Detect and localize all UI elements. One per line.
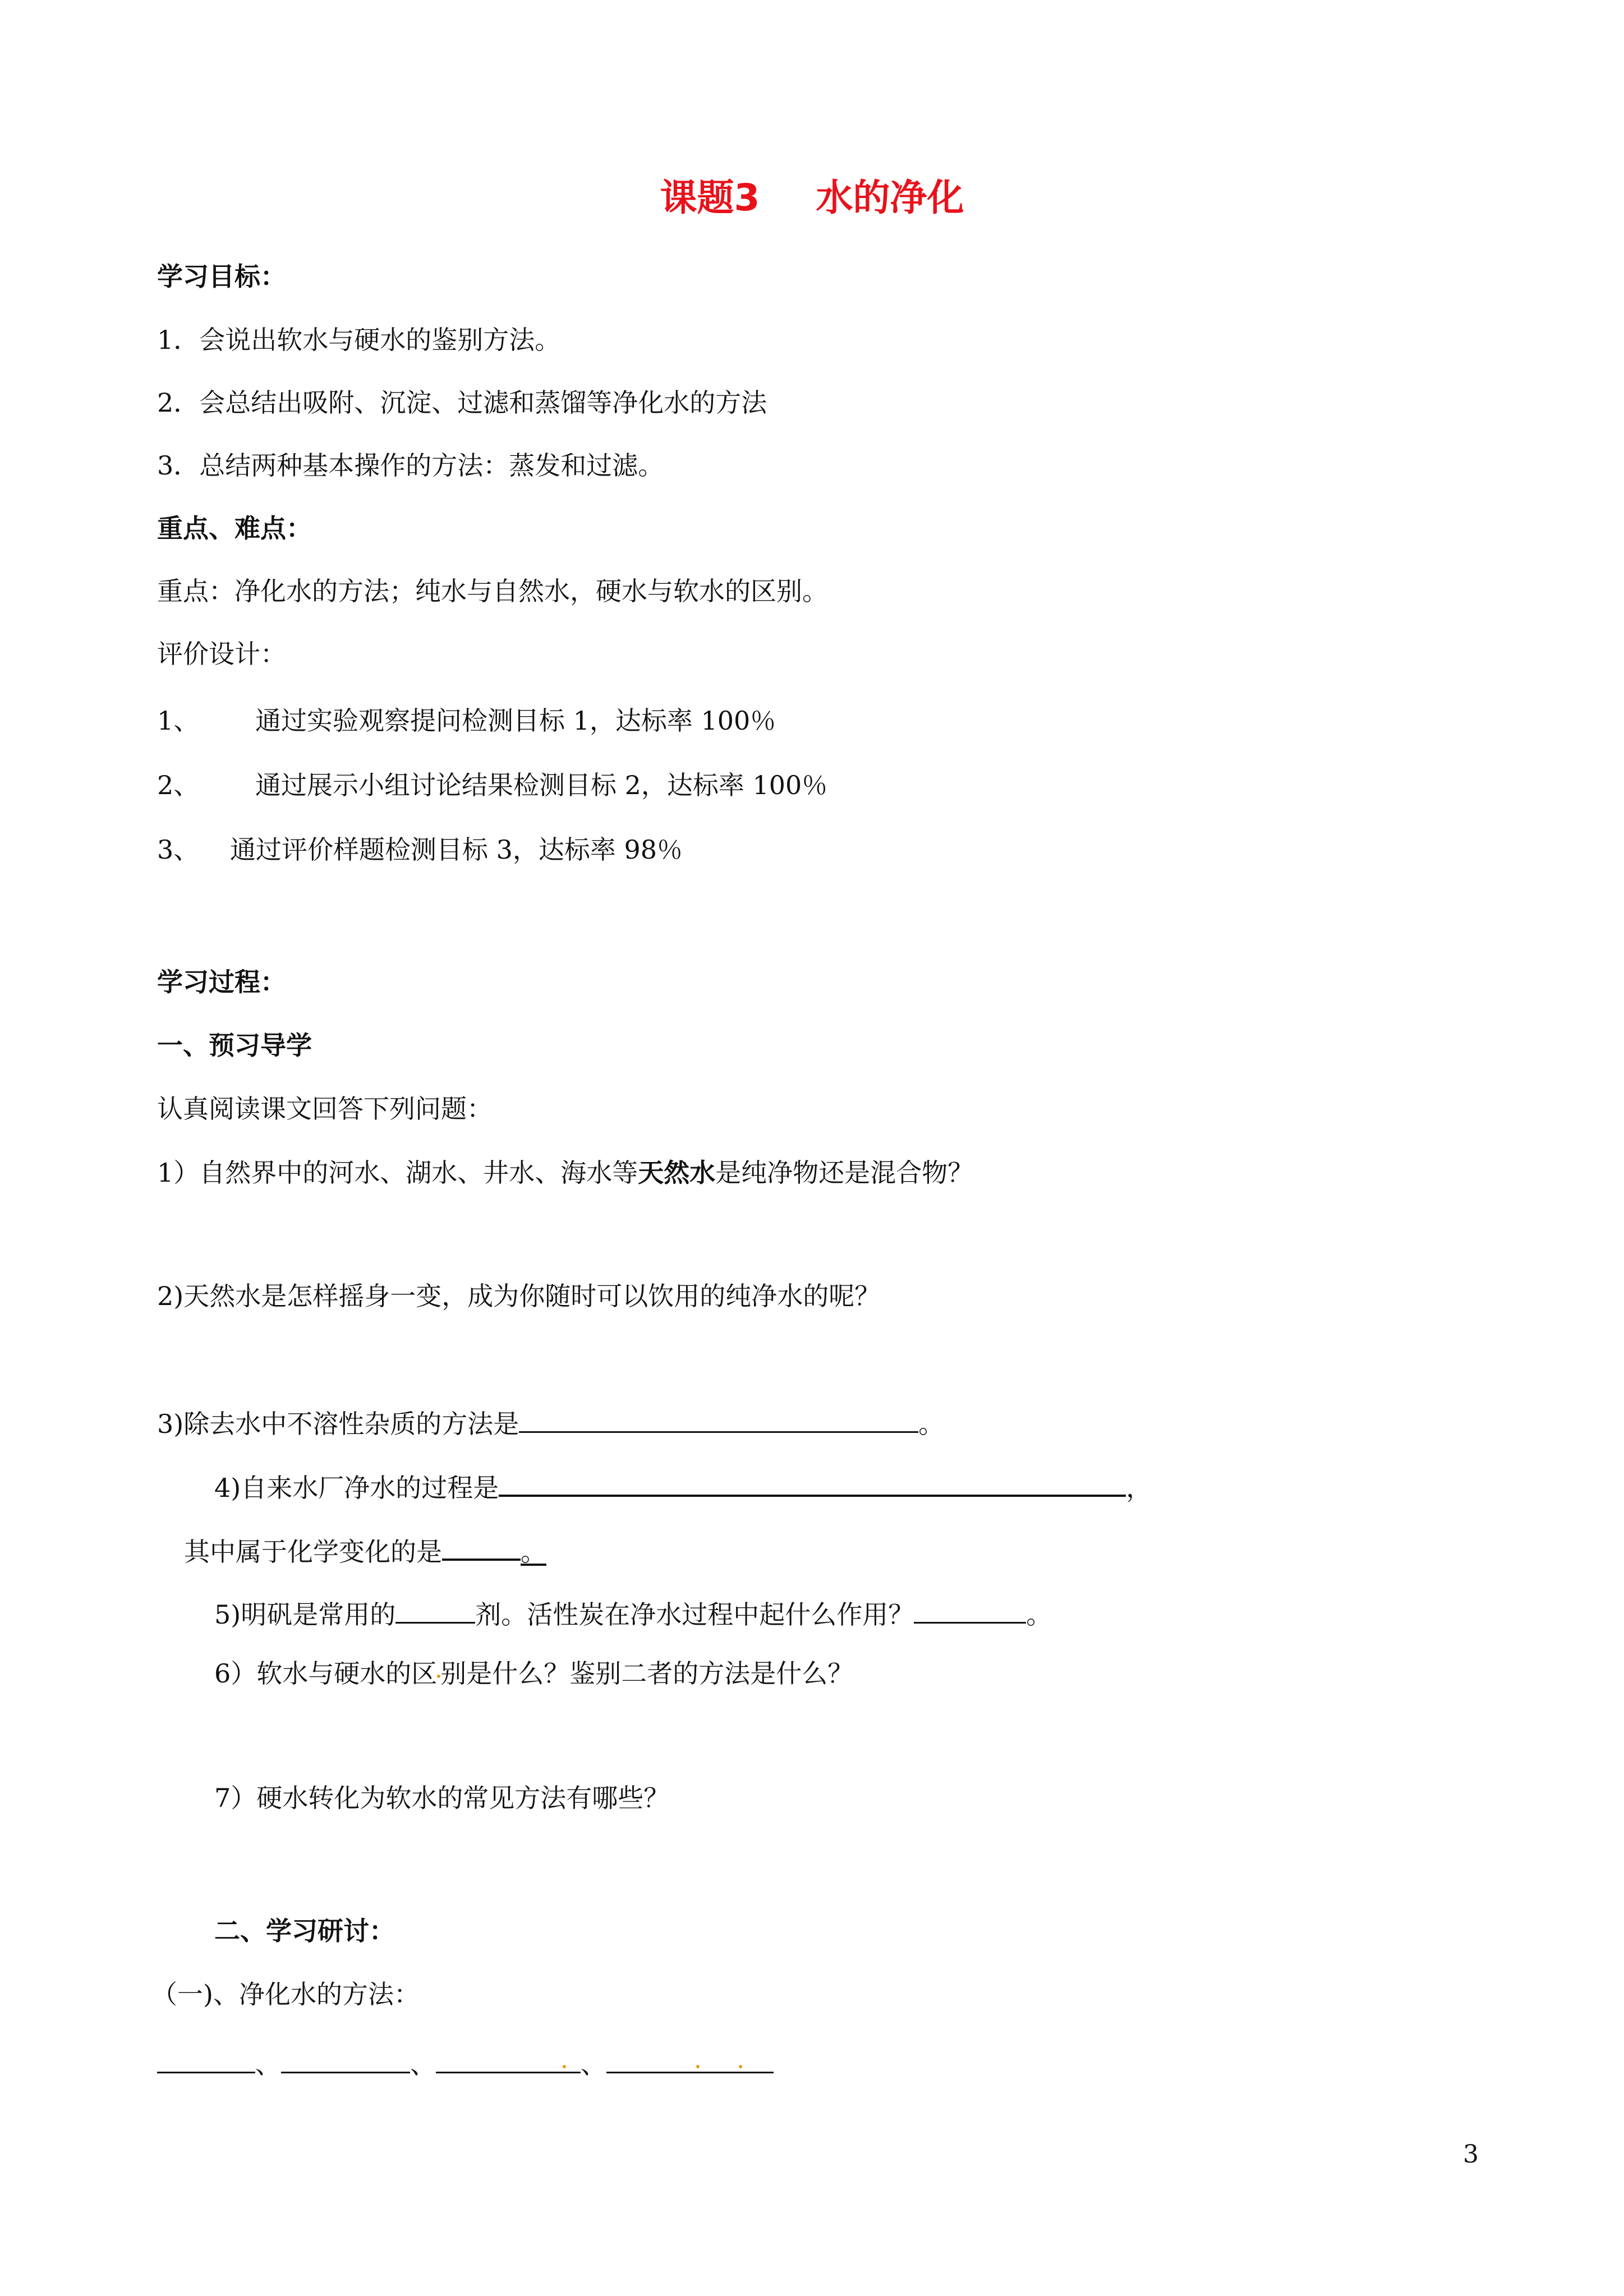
separator: 、 — [581, 2049, 606, 2080]
answer-blank-4b[interactable] — [442, 1529, 521, 1561]
section2-subheading: （一)、净化水的方法： — [151, 1979, 420, 2009]
method-blank-2[interactable] — [281, 2043, 410, 2073]
method-blank-3[interactable] — [436, 2043, 581, 2073]
question-5-end: 。 — [1026, 1599, 1052, 1630]
page-title — [0, 173, 1624, 223]
orange-mark — [696, 2065, 700, 2068]
question-4-end: ， — [1126, 1473, 1152, 1503]
section1-intro: 认真阅读课文回答下列问题： — [157, 1094, 493, 1124]
question-4b — [184, 1529, 546, 1569]
question-3 — [157, 1402, 944, 1441]
method-blank-4[interactable] — [606, 2043, 774, 2073]
question-6-text: 6）软水与硬水的区 — [214, 1658, 438, 1689]
answer-blank-4[interactable] — [499, 1465, 1126, 1497]
evaluation-item-1 — [157, 703, 776, 738]
evaluation-item-number: 2、 — [157, 770, 200, 800]
question-2: 2)天然水是怎样摇身一变，成为你随时可以饮用的纯净水的呢？ — [157, 1281, 881, 1311]
evaluation-item-3 — [157, 832, 683, 867]
question-4b-text: 其中属于化学变化的是 — [184, 1537, 442, 1567]
question-4b-end: 。 — [521, 1534, 546, 1566]
process-heading: 学习过程： — [157, 967, 286, 997]
evaluation-heading: 评价设计： — [157, 639, 286, 669]
title-topic: 水的净化 — [816, 176, 964, 219]
evaluation-item-number: 1、 — [157, 706, 200, 736]
title-lesson-number: 课题3 — [660, 176, 760, 219]
section2-heading: 二、学习研讨： — [214, 1916, 395, 1946]
question-5-text: 5)明矾是常用的 — [214, 1599, 396, 1630]
answer-blank-5a[interactable] — [395, 1593, 475, 1624]
question-6-text-end: 别是什么？鉴别二者的方法是什么？ — [440, 1658, 854, 1689]
objective-item-3: 3．总结两种基本操作的方法：蒸发和过滤。 — [157, 450, 664, 481]
question-3-text: 3)除去水中不溶性杂质的方法是 — [157, 1409, 519, 1439]
orange-mark — [563, 2065, 566, 2068]
question-1 — [157, 1155, 973, 1190]
question-4-text: 4)自来水厂净水的过程是 — [214, 1473, 499, 1503]
objective-item-2: 2．会总结出吸附、沉淀、过滤和蒸馏等净化水的方法 — [157, 388, 767, 418]
evaluation-item-text: 通过评价样题检测目标 3，达标率 98％ — [230, 835, 683, 865]
evaluation-item-2 — [157, 768, 827, 803]
orange-mark — [739, 2065, 742, 2068]
evaluation-item-number: 3、 — [157, 835, 200, 865]
question-3-end: 。 — [918, 1409, 945, 1439]
key-points-text: 重点：净化水的方法；纯水与自然水，硬水与软水的区别。 — [157, 576, 828, 606]
methods-blank-row — [157, 2043, 774, 2082]
separator: 、 — [410, 2049, 436, 2080]
question-6 — [214, 1656, 853, 1691]
method-blank-1[interactable] — [157, 2043, 255, 2073]
question-7: 7）硬水转化为软水的常见方法有哪些？ — [214, 1783, 670, 1813]
question-5-middle: 剂。活性炭在净水过程中起什么作用？ — [475, 1599, 914, 1630]
section1-heading: 一、预习导学 — [157, 1030, 312, 1061]
separator: 、 — [255, 2049, 281, 2080]
question-4 — [214, 1465, 1152, 1505]
question-5 — [214, 1593, 1052, 1632]
objective-item-1: 1．会说出软水与硬水的鉴别方法。 — [157, 325, 561, 355]
answer-blank-3[interactable] — [519, 1402, 918, 1433]
question-1-text: 1）自然界中的河水、湖水、井水、海水等 — [157, 1158, 638, 1188]
question-1-emphasis: 天然水 — [638, 1158, 716, 1188]
evaluation-item-text: 通过展示小组讨论结果检测目标 2，达标率 100％ — [255, 770, 828, 800]
page-number: 3 — [1463, 2140, 1479, 2169]
question-1-text-end: 是纯净物还是混合物？ — [715, 1158, 974, 1188]
objectives-heading: 学习目标： — [157, 261, 286, 292]
answer-blank-5b[interactable] — [914, 1593, 1026, 1624]
evaluation-item-text: 通过实验观察提问检测目标 1，达标率 100％ — [255, 706, 776, 736]
key-points-heading: 重点、难点： — [157, 513, 312, 543]
